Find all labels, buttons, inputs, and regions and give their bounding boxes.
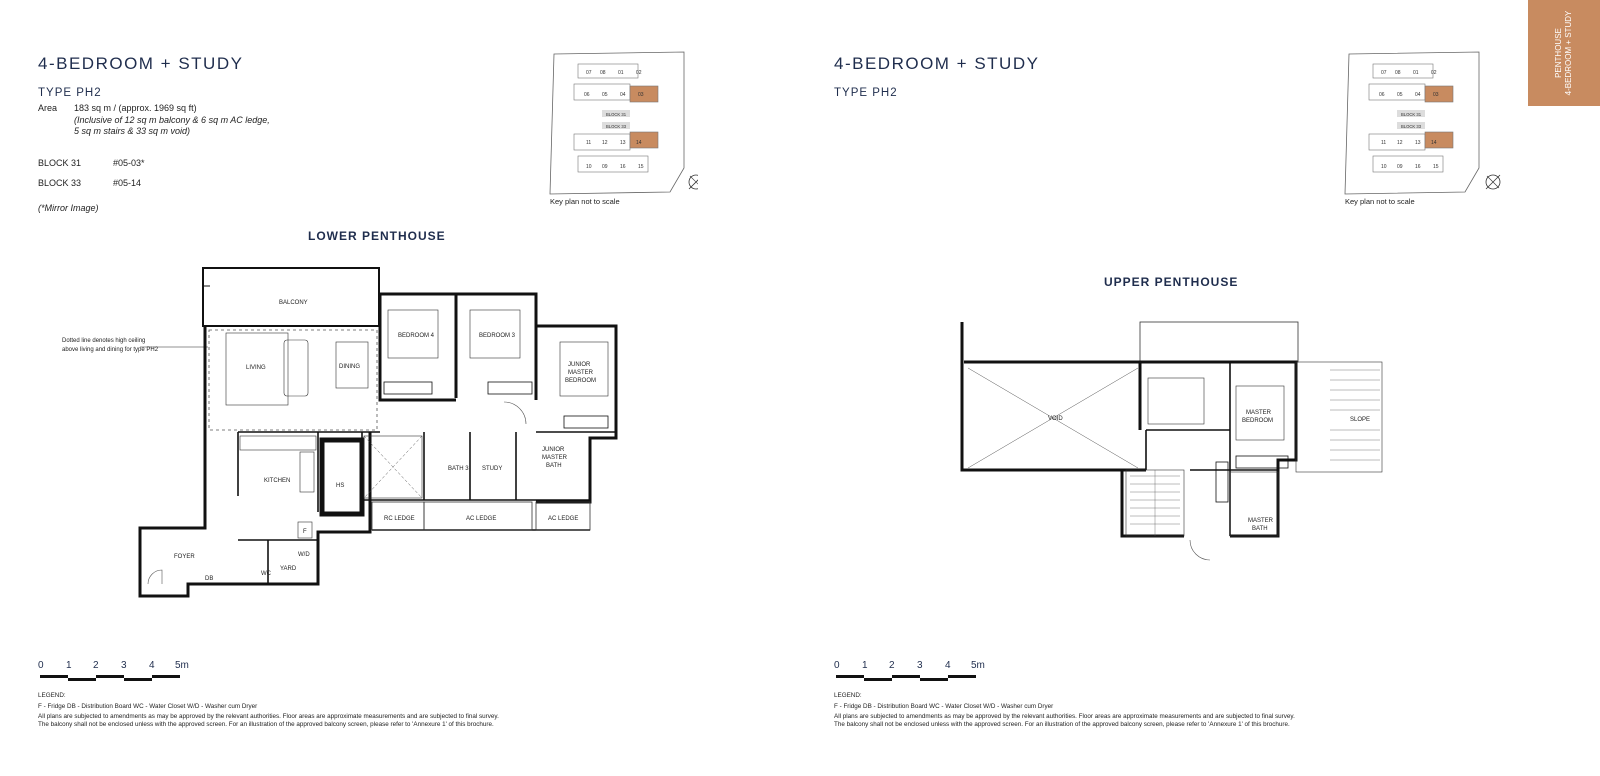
key-unit-label: 01	[1413, 70, 1419, 76]
key-unit-label: 05	[1397, 92, 1403, 98]
side-tab-line2: 4-BEDROOM + STUDY	[1564, 10, 1573, 96]
scale-tick: 2	[889, 660, 895, 671]
room-label-jmb: MASTER	[568, 370, 594, 376]
room-label-mbath: MASTER	[1248, 518, 1274, 524]
side-tab	[1528, 0, 1600, 106]
dotted-note: above living and dining for type PH2	[62, 347, 159, 353]
room-label-ac-ledge: AC LEDGE	[466, 516, 497, 522]
room-label-master: BEDROOM	[1242, 418, 1274, 424]
room-label-jmb: JUNIOR	[568, 362, 591, 368]
legend-right	[834, 692, 1534, 729]
key-unit-label: 04	[1415, 92, 1421, 98]
scale-bar-right	[834, 660, 1004, 686]
hs-room	[322, 440, 362, 514]
key-unit-label: 02	[1431, 70, 1437, 76]
scale-bar-left	[38, 660, 208, 686]
room-label-void: VOID	[1048, 416, 1063, 422]
key-unit-label: 10	[1381, 164, 1387, 170]
room-label-fridge: F	[303, 529, 307, 535]
left-title: 4-BEDROOM + STUDY	[38, 54, 244, 73]
key-plan-caption: Key plan not to scale	[550, 197, 620, 206]
key-unit-label: 05	[602, 92, 608, 98]
key-block-label: BLOCK 33	[1401, 124, 1422, 129]
room-label-jmbath: BATH	[546, 463, 562, 469]
key-plan-highlight-unit	[1425, 86, 1453, 102]
room-label-mbath: BATH	[1252, 526, 1268, 532]
key-unit-label: 07	[586, 70, 592, 76]
north-arrow-icon	[1486, 175, 1500, 189]
area-note-2: 5 sq m stairs & 33 sq m void)	[74, 126, 191, 136]
key-unit-label: 04	[620, 92, 626, 98]
key-block-label: BLOCK 31	[606, 112, 627, 117]
key-unit-label: 14	[636, 140, 642, 146]
key-unit-label: 01	[618, 70, 624, 76]
key-unit-label: 07	[1381, 70, 1387, 76]
scale-tick: 5m	[971, 660, 985, 671]
scale-tick: 0	[38, 660, 44, 671]
scale-tick: 3	[121, 660, 127, 671]
room-label-bath3: BATH 3	[448, 466, 469, 472]
scale-tick: 4	[945, 660, 951, 671]
key-unit-label: 13	[1415, 140, 1421, 146]
balcony-area	[203, 268, 379, 326]
room-label-study: STUDY	[482, 466, 503, 472]
scale-tick: 5m	[175, 660, 189, 671]
block-label: BLOCK 33	[38, 178, 82, 188]
key-block-label: BLOCK 31	[1401, 112, 1422, 117]
scale-tick: 4	[149, 660, 155, 671]
side-tab-label	[1554, 11, 1574, 96]
room-label-slope: SLOPE	[1350, 417, 1371, 423]
lower-plan-title: LOWER PENTHOUSE	[308, 229, 446, 243]
room-label-kitchen: KITCHEN	[264, 478, 291, 484]
scale-tick: 0	[834, 660, 840, 671]
key-unit-label: 12	[1397, 140, 1403, 146]
key-unit-label: 03	[638, 92, 644, 98]
side-tab-line1: PENTHOUSE	[1554, 28, 1563, 78]
legend-note: All plans are subjected to amendments as may be approved by the relevant authorities. Floor areas are approximate measurements and are subjected to final survey.	[834, 713, 1295, 720]
key-unit-label: 11	[1381, 140, 1387, 146]
scale-tick: 3	[917, 660, 923, 671]
key-plan-highlight-unit	[1425, 132, 1453, 148]
room-label-yard: YARD	[280, 566, 297, 572]
right-type: TYPE PH2	[834, 87, 898, 99]
key-unit-label: 06	[584, 92, 590, 98]
lower-penthouse-plan	[0, 0, 800, 640]
area-value: 183 sq m / (approx. 1969 sq ft)	[74, 103, 197, 113]
upper-plan-title: UPPER PENTHOUSE	[1104, 275, 1239, 289]
mirror-note: (*Mirror Image)	[38, 203, 99, 213]
left-type: TYPE PH2	[38, 87, 102, 99]
room-label-db: DB	[205, 576, 214, 582]
key-unit-label: 06	[1379, 92, 1385, 98]
key-block-label: BLOCK 33	[606, 124, 627, 129]
room-label-bedroom3: BEDROOM 3	[479, 333, 516, 339]
key-unit-label: 14	[1431, 140, 1437, 146]
key-unit-label: 09	[1397, 164, 1403, 170]
key-unit-label: 16	[620, 164, 626, 170]
room-label-bedroom4: BEDROOM 4	[398, 333, 435, 339]
key-unit-label: 08	[1395, 70, 1401, 76]
key-unit-label: 10	[586, 164, 592, 170]
room-label-jmb: BEDROOM	[565, 378, 597, 384]
key-unit-label: 12	[602, 140, 608, 146]
dotted-note: Dotted line denotes high ceiling	[62, 338, 146, 344]
key-plan-caption: Key plan not to scale	[1345, 197, 1415, 206]
right-title: 4-BEDROOM + STUDY	[834, 54, 1040, 73]
room-label-rc-ledge: RC LEDGE	[384, 516, 415, 522]
room-label-foyer: FOYER	[174, 554, 195, 560]
key-unit-label: 15	[638, 164, 644, 170]
key-unit-label: 13	[620, 140, 626, 146]
block-unit: #05-03*	[113, 158, 145, 168]
room-label-hs: HS	[336, 483, 345, 489]
legend-heading: LEGEND:	[834, 692, 862, 699]
key-unit-label: 02	[636, 70, 642, 76]
key-unit-label: 03	[1433, 92, 1439, 98]
scale-tick: 2	[93, 660, 99, 671]
room-label-wd: W/D	[298, 552, 310, 558]
block-label: BLOCK 31	[38, 158, 82, 168]
key-unit-label: 08	[600, 70, 606, 76]
room-label-dining: DINING	[339, 364, 360, 370]
key-unit-label: 16	[1415, 164, 1421, 170]
room-label-ac-ledge: AC LEDGE	[548, 516, 579, 522]
room-label-jmbath: JUNIOR	[542, 447, 565, 453]
scale-tick: 1	[862, 660, 868, 671]
key-unit-label: 09	[602, 164, 608, 170]
legend-note: The balcony shall not be enclosed unless with the approved screen. For an illustration of the approved balcony screen, please refer to 'Annexure 1' of this brochure.	[38, 721, 494, 728]
upper-balcony-area	[1140, 322, 1298, 362]
upper-penthouse-plan	[900, 300, 1420, 580]
legend-note: All plans are subjected to amendments as may be approved by the relevant authorities. Floor areas are approximate measurements and are subjected to final survey.	[38, 713, 499, 720]
room-label-living: LIVING	[246, 365, 266, 371]
area-note-1: (Inclusive of 12 sq m balcony & 6 sq m AC ledge,	[74, 115, 270, 125]
room-label-wc: WC	[261, 571, 271, 577]
key-unit-label: 15	[1433, 164, 1439, 170]
legend-items: F - Fridge DB - Distribution Board WC - Water Closet W/D - Washer cum Dryer	[38, 703, 258, 710]
area-label: Area	[38, 103, 58, 113]
legend-heading: LEGEND:	[38, 692, 66, 699]
block-unit: #05-14	[113, 178, 142, 188]
legend-note: The balcony shall not be enclosed unless with the approved screen. For an illustration of the approved balcony screen, please refer to 'Annexure 1' of this brochure.	[834, 721, 1290, 728]
room-label-jmbath: MASTER	[542, 455, 568, 461]
legend-left	[38, 692, 758, 729]
legend-items: F - Fridge DB - Distribution Board WC - Water Closet W/D - Washer cum Dryer	[834, 703, 1054, 710]
room-label-master: MASTER	[1246, 410, 1272, 416]
key-unit-label: 11	[586, 140, 592, 146]
room-label-balcony: BALCONY	[279, 300, 308, 306]
key-plan-right	[1343, 50, 1503, 210]
scale-tick: 1	[66, 660, 72, 671]
